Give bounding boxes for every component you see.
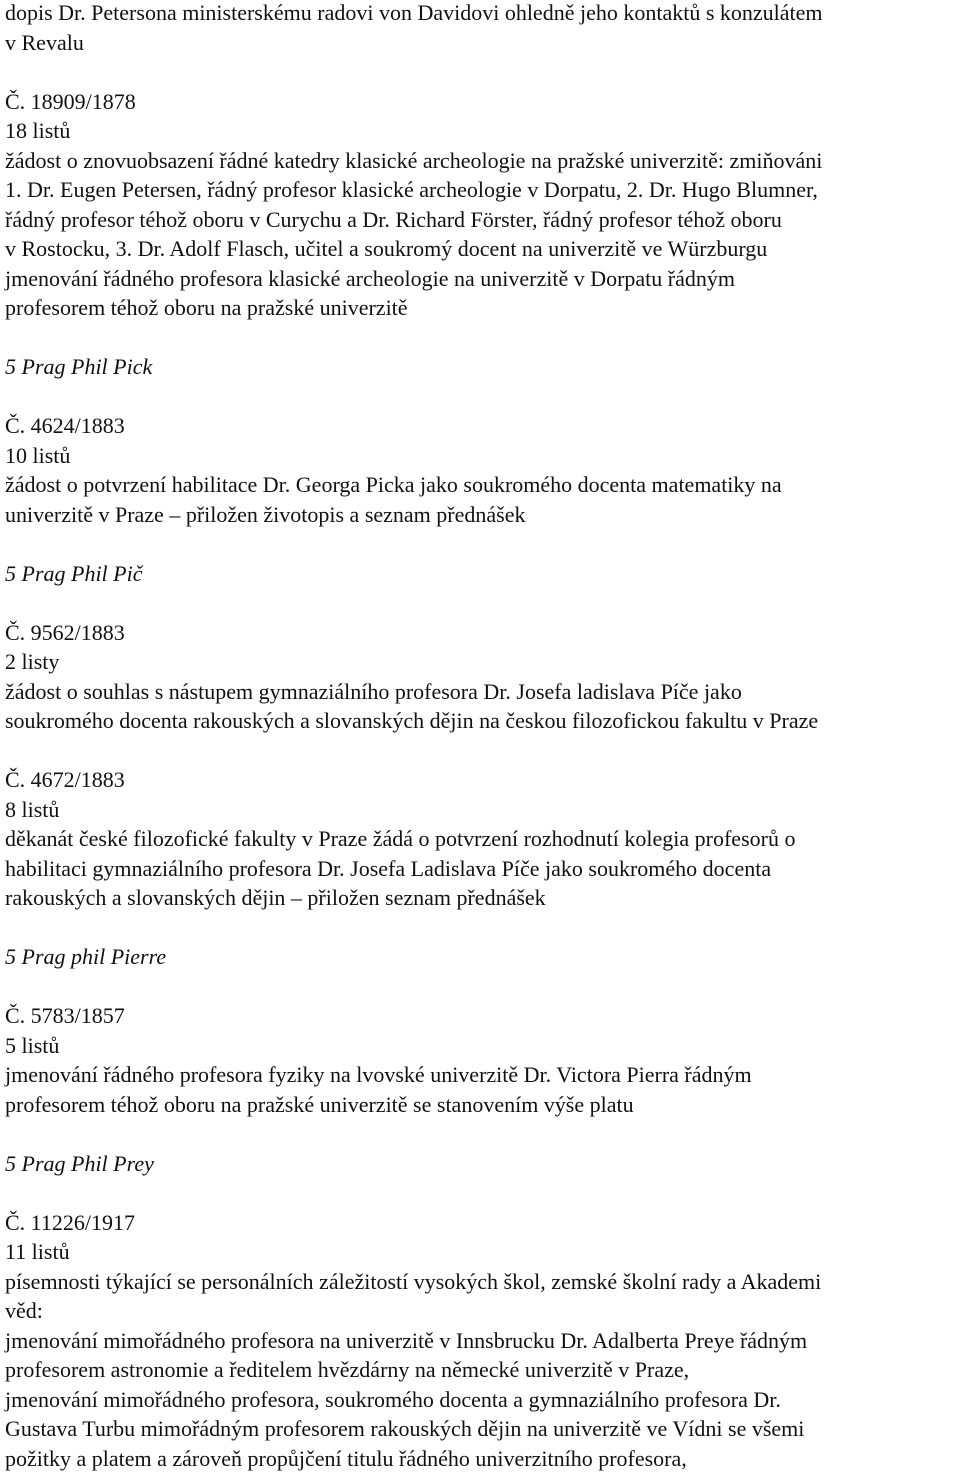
entry-text-line: soukromého docenta rakouských a slovanských dějin na českou filozofickou fakultu v Praze [5, 706, 955, 736]
entry-number: Č. 11226/1917 [5, 1208, 955, 1238]
entry-text-line: žádost o znovuobsazení řádné katedry klasické archeologie na pražské univerzitě: zmiňováni [5, 146, 955, 176]
entry-text-line: děkanát české filozofické fakulty v Praze žádá o potvrzení rozhodnutí kolegia profesorů o [5, 824, 955, 854]
entry-text-line: profesorem téhož oboru na pražské univerzitě [5, 293, 955, 323]
entry-text-line: univerzitě v Praze – přiložen životopis a seznam přednášek [5, 500, 955, 530]
entry-text-line: jmenování mimořádného profesora, soukromého docenta a gymnaziálního profesora Dr. [5, 1385, 955, 1415]
entry-text-line: věd: [5, 1296, 955, 1326]
entry-text-line: profesorem astronomie a ředitelem hvězdárny na německé univerzitě v Praze, [5, 1355, 955, 1385]
section-heading: 5 Prag phil Pierre [5, 942, 955, 972]
section-heading: 5 Prag Phil Pick [5, 352, 955, 382]
entry-text-line: žádost o potvrzení habilitace Dr. Georga Picka jako soukromého docenta matematiky na [5, 470, 955, 500]
entry-text-line: Gustava Turbu mimořádným profesorem rakouských dějin na univerzitě ve Vídni se všemi [5, 1414, 955, 1444]
entry-text-line: žádost o souhlas s nástupem gymnaziálního profesora Dr. Josefa ladislava Píče jako [5, 677, 955, 707]
entry-text-line: habilitaci gymnaziálního profesora Dr. Josefa Ladislava Píče jako soukromého docenta [5, 854, 955, 884]
entry-text-line: 1. Dr. Eugen Petersen, řádný profesor klasické archeologie v Dorpatu, 2. Dr. Hugo Blumner, [5, 175, 955, 205]
entry-text-line: písemnosti týkající se personálních záležitostí vysokých škol, zemské školní rady a Akademi [5, 1267, 955, 1297]
entry-text-line: řádný profesor téhož oboru v Curychu a Dr. Richard Förster, řádný profesor téhož oboru [5, 205, 955, 235]
entry-text-line: jmenování řádného profesora klasické archeologie na univerzitě v Dorpatu řádným [5, 264, 955, 294]
entry-number: Č. 18909/1878 [5, 87, 955, 117]
entry-number: Č. 4624/1883 [5, 411, 955, 441]
entry-text-line: v Rostocku, 3. Dr. Adolf Flasch, učitel a soukromý docent na univerzitě ve Würzburgu [5, 234, 955, 264]
entry-text-line: požitky a platem a zároveň propůjčení titulu řádného univerzitního profesora, [5, 1444, 955, 1473]
entry-sheets: 18 listů [5, 116, 955, 146]
entry-number: Č. 9562/1883 [5, 618, 955, 648]
intro-line: dopis Dr. Petersona ministerskému radovi von Davidovi ohledně jeho kontaktů s konzulátem [5, 0, 955, 28]
section-heading: 5 Prag Phil Prey [5, 1149, 955, 1179]
section-heading: 5 Prag Phil Pič [5, 559, 955, 589]
entry-text-line: rakouských a slovanských dějin – přiložen seznam přednášek [5, 883, 955, 913]
entry-text-line: jmenování řádného profesora fyziky na lvovské univerzitě Dr. Victora Pierra řádným [5, 1060, 955, 1090]
intro-line: v Revalu [5, 28, 955, 58]
entry-text-line: jmenování mimořádného profesora na univerzitě v Innsbrucku Dr. Adalberta Preye řádným [5, 1326, 955, 1356]
entry-number: Č. 5783/1857 [5, 1001, 955, 1031]
entry-sheets: 5 listů [5, 1031, 955, 1061]
entry-sheets: 8 listů [5, 795, 955, 825]
document-page [5, 0, 955, 1473]
entry-sheets: 2 listy [5, 647, 955, 677]
entry-sheets: 11 listů [5, 1237, 955, 1267]
entry-number: Č. 4672/1883 [5, 765, 955, 795]
entry-text-line: profesorem téhož oboru na pražské univerzitě se stanovením výše platu [5, 1090, 955, 1120]
entry-sheets: 10 listů [5, 441, 955, 471]
